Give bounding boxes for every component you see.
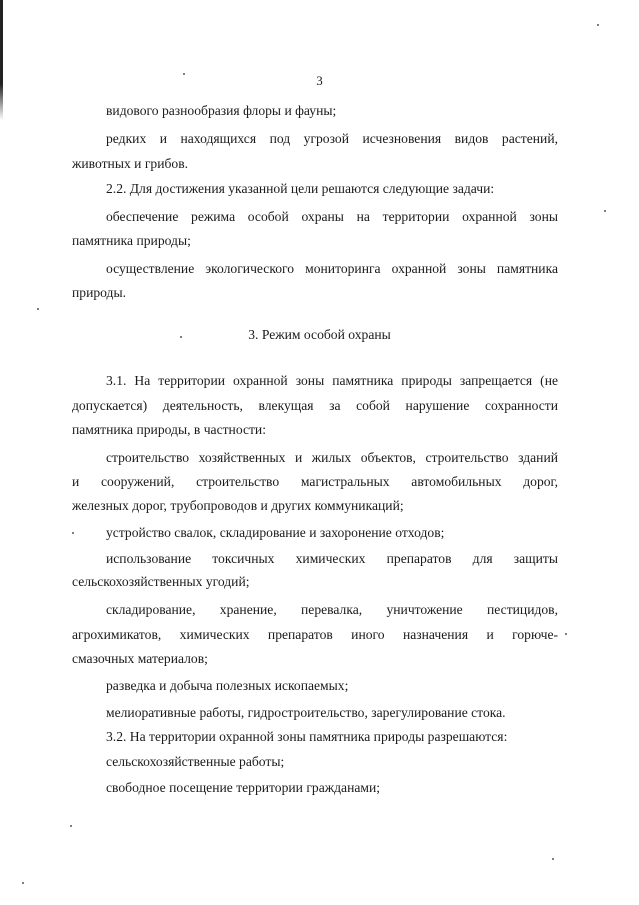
scan-speck [565, 633, 567, 635]
text-line: редких и находящихся под угрозой исчезновения видов растений, [106, 131, 558, 146]
scan-edge-shadow [0, 0, 3, 120]
text-line: сельскохозяйственных угодий; [72, 574, 250, 589]
page-number: 3 [316, 73, 323, 88]
text-line: 2.2. Для достижения указанной цели решаются следующие задачи: [106, 181, 495, 196]
text-line: и сооружений, строительство магистральных автомобильных дорог, [72, 474, 558, 489]
text-line: агрохимикатов, химических препаратов иного назначения и горюче- [72, 627, 558, 642]
text-line: железных дорог, трубопроводов и других коммуникаций; [72, 498, 404, 513]
text-line: допускается) деятельность, влекущая за собой нарушение сохранности [72, 398, 558, 413]
text-line: обеспечение режима особой охраны на территории охранной зоны [106, 209, 558, 224]
scan-speck [183, 73, 185, 75]
scan-speck [552, 858, 554, 860]
text-line: памятника природы, в частности: [72, 422, 266, 437]
text-line: мелиоративные работы, гидростроительство, зарегулирование стока. [106, 705, 506, 720]
text-line: устройство свалок, складирование и захоронение отходов; [106, 525, 445, 540]
scan-speck [72, 532, 74, 534]
text-line: складирование, хранение, перевалка, уничтожение пестицидов, [106, 602, 558, 617]
text-line: строительство хозяйственных и жилых объектов, строительство зданий [106, 450, 558, 465]
scan-speck [37, 308, 39, 310]
text-line: видового разнообразия флоры и фауны; [106, 103, 337, 118]
text-line: свободное посещение территории гражданами; [106, 780, 381, 795]
scan-speck [70, 825, 72, 827]
text-line: смазочных материалов; [72, 651, 208, 666]
text-line: 3.1. На территории охранной зоны памятника природы запрещается (не [106, 373, 558, 388]
scan-speck [604, 210, 606, 212]
text-line: осуществление экологического мониторинга охранной зоны памятника [106, 261, 558, 276]
scan-speck [597, 24, 599, 26]
text-line: животных и грибов. [72, 156, 189, 171]
section-heading: 3. Режим особой охраны [248, 327, 391, 342]
scan-speck [180, 336, 182, 338]
text-line: сельскохозяйственные работы; [106, 754, 285, 769]
scan-speck [22, 882, 24, 884]
text-line: разведка и добыча полезных ископаемых; [106, 678, 349, 693]
text-line: использование токсичных химических препаратов для защиты [106, 551, 558, 566]
text-line: памятника природы; [72, 233, 191, 248]
text-line: 3.2. На территории охранной зоны памятника природы разрешаются: [106, 729, 508, 744]
text-line: природы. [72, 285, 126, 300]
